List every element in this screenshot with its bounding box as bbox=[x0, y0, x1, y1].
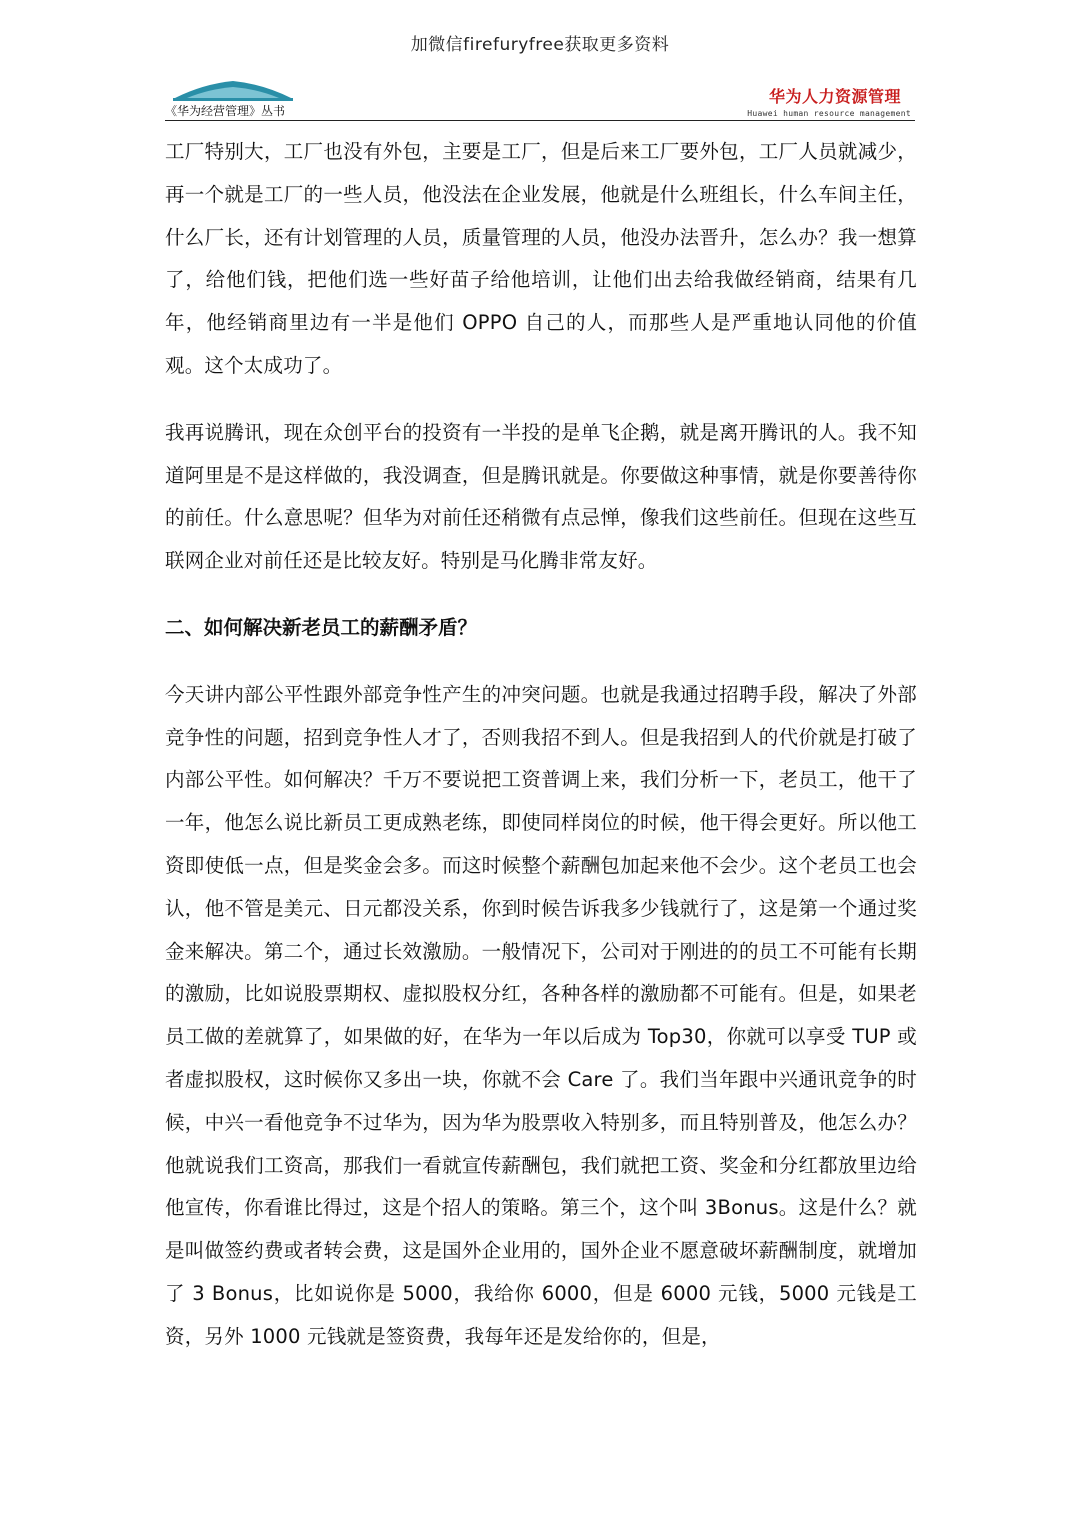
section-heading: 二、如何解决新老员工的薪酬矛盾？ bbox=[165, 615, 478, 639]
page-content bbox=[165, 131, 917, 1359]
paragraph-1: 工厂特别大，工厂也没有外包，主要是工厂，但是后来工厂要外包，工厂人员就减少，再一个就是工厂的一些人员，他没法在企业发展，他就是什么班组长，什么车间主任，什么厂长，还有计划管理的人员，质量管理的人员，他没办法晋升，怎么办？我一想算了，给他们钱，把他们选一些好苗子给他培训，让他们出去给我做经销商，结果有几年，他经销商里边有一半是他们 OPPO 自己的人，而那些人是严重地认同他的价值观。这个太成功了。 bbox=[165, 140, 917, 377]
mountain-logo-icon bbox=[173, 78, 293, 102]
brand-title: 华为人力资源管理 bbox=[768, 87, 901, 106]
page-header bbox=[165, 78, 915, 122]
paragraph-3: 今天讲内部公平性跟外部竞争性产生的冲突问题。也就是我通过招聘手段，解决了外部竞争性的问题，招到竞争性人才了，否则我招不到人。但是我招到人的代价就是打破了内部公平性。如何解决？千万不要说把工资普调上来，我们分析一下，老员工，他干了一年，他怎么说比新员工更成熟老练，即使同样岗位的时候，他干得会更好。所以他工资即使低一点，但是奖金会多。而这时候整个薪酬包加起来他不会少。这个老员工也会认，他不管是美元、日元都没关系，你到时候告诉我多少钱就行了，这是第一个通过奖金来解决。第二个，通过长效激励。一般情况下，公司对于刚进的的员工不可能有长期的激励，比如说股票期权、虚拟股权分红，各种各样的激励都不可能有。但是，如果老员工做的差就算了，如果做的好，在华为一年以后成为 Top30，你就可以享受 TUP 或者虚拟股权，这时候你又多出一块，你就不会 Care 了。我们当年跟中兴通讯竞争的时候，中兴一看他竞争不过华为，因为华为股票收入特别多，而且特别普及，他怎么办？他就说我们工资高，那我们一看就宣传薪酬包，我们就把工资、奖金和分红都放里边给他宣传，你看谁比得过，这是个招人的策略。第三个，这个叫 3Bonus。这是什么？就是叫做签约费或者转会费，这是国外企业用的，国外企业不愿意破坏薪酬制度，就增加了 3 Bonus，比如说你是 5000，我给你 6000，但是 6000 元钱，5000 元钱是工资，另外 1000 元钱就是签资费，我每年还是发给你的，但是， bbox=[165, 682, 917, 1348]
header-divider bbox=[165, 120, 915, 121]
paragraph-2: 我再说腾讯，现在众创平台的投资有一半投的是单飞企鹅，就是离开腾讯的人。我不知道阿里是不是这样做的，我没调查，但是腾讯就是。你要做这种事情，就是你要善待你的前任。什么意思呢？但华为对前任还稍微有点忌惮，像我们这些前任。但现在这些互联网企业对前任还是比较友好。特别是马化腾非常友好。 bbox=[165, 420, 917, 573]
series-title: 《华为经营管理》丛书 bbox=[165, 104, 286, 118]
watermark-banner: 加微信firefuryfree获取更多资料 bbox=[410, 35, 670, 55]
brand-subtitle: Huawei human resource management bbox=[747, 109, 911, 118]
